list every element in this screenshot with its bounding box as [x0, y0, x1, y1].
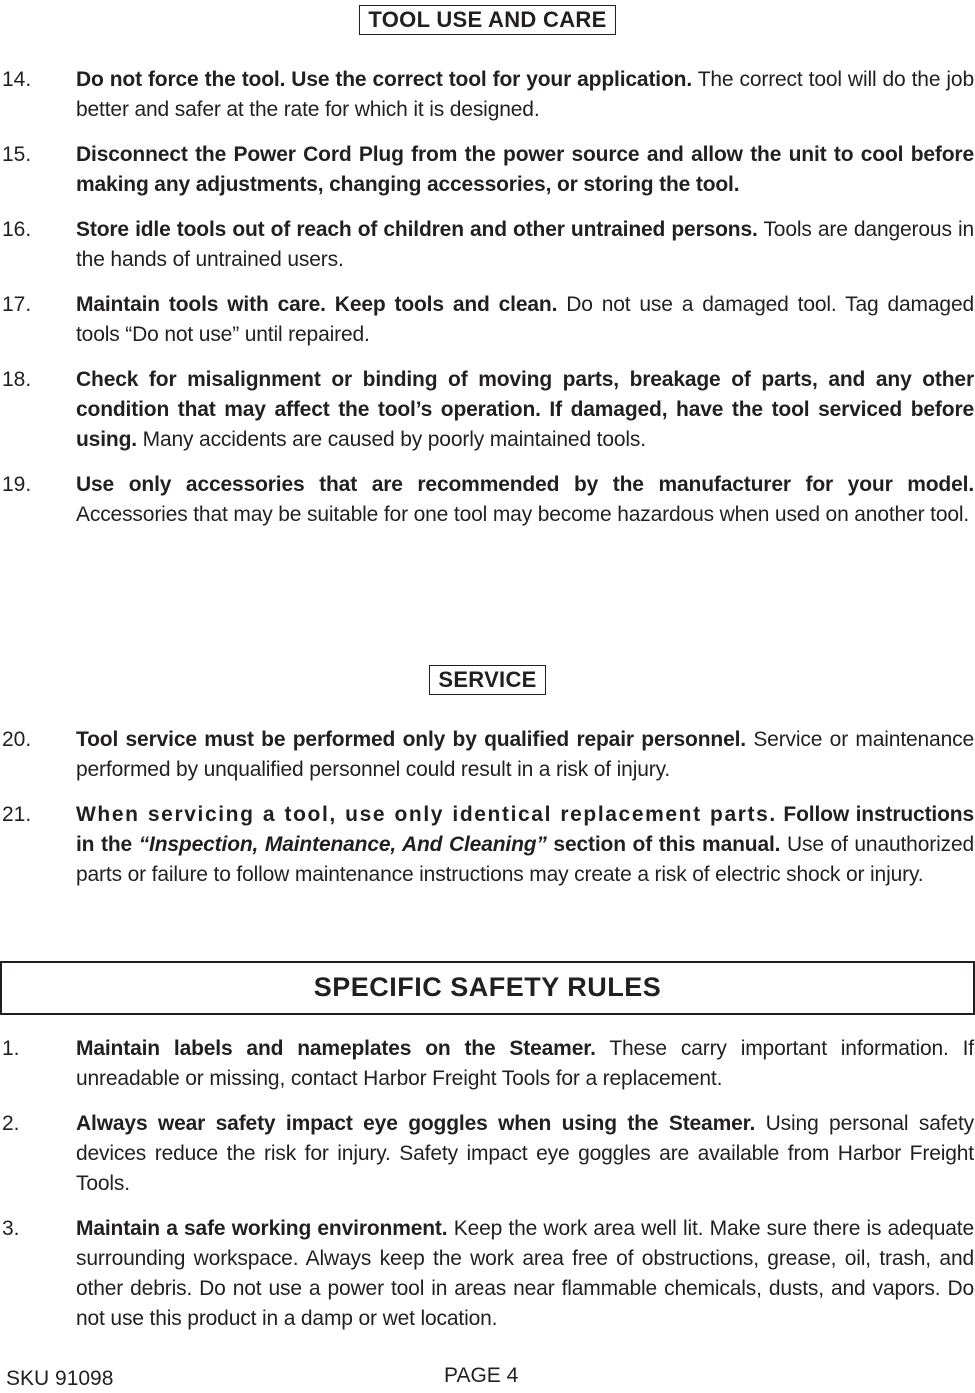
item-text	[76, 470, 974, 530]
item-bold-text: Use only accessories that are recommended by the manufacturer for your model.	[76, 473, 974, 496]
item-text	[76, 1034, 974, 1094]
sku-label: SKU 91098	[6, 1367, 114, 1390]
item-normal-text: Tools are dangerous in the hands of untrained users.	[76, 218, 974, 271]
list-item-s3	[0, 1214, 975, 1334]
item-bold-text: Disconnect the Power Cord Plug from the power source and allow the unit to cool before making any adjustments, changing accessories, or storing the tool.	[76, 143, 974, 196]
specific-safety-rules-title: SPECIFIC SAFETY RULES	[313, 972, 662, 1002]
item-bold-text: Maintain labels and nameplates on the Steamer.	[76, 1037, 596, 1060]
tool-use-and-care-heading	[0, 5, 975, 35]
item-text	[76, 1214, 974, 1334]
item-number: 19.	[2, 473, 32, 496]
service-list	[0, 725, 975, 890]
item-bold-text: Do not force the tool. Use the correct tool for your application.	[76, 68, 693, 91]
list-item-s2	[0, 1109, 975, 1199]
item-number: 21.	[2, 803, 32, 826]
item-text	[76, 365, 974, 455]
page-number: PAGE 4	[444, 1364, 519, 1387]
item-number: 1.	[2, 1037, 20, 1060]
item-text	[76, 1109, 974, 1199]
list-item-21	[0, 800, 975, 890]
item-normal-text: Service or maintenance performed by unqualified personnel could result in a risk of injury.	[76, 728, 974, 781]
item-text	[76, 725, 974, 785]
item-bold-text: Check for misalignment or binding of moving parts, breakage of parts, and any other condition that may affect the tool’s operation. If damaged, have the tool serviced before using.	[76, 368, 974, 451]
item-bold-text: Maintain a safe working environment.	[76, 1217, 448, 1240]
list-item-15	[0, 140, 975, 200]
item-bold-text-cont: Follow instructions in the	[76, 803, 974, 856]
item-normal-text: The correct tool will do the job better and safer at the rate for which it is designed.	[76, 68, 974, 121]
item-number: 17.	[2, 293, 32, 316]
item-text	[76, 215, 974, 275]
item-number: 16.	[2, 218, 32, 241]
item-normal-text: Using personal safety devices reduce the risk for injury. Safety impact eye goggles are available from Harbor Freight Tools.	[76, 1112, 974, 1195]
specific-rules-list	[0, 1034, 975, 1334]
item-bold-text: When servicing a tool, use only identical replacement parts.	[76, 803, 777, 826]
item-bold-text: Always wear safety impact eye goggles when using the Steamer.	[76, 1112, 756, 1135]
item-text	[76, 290, 974, 350]
item-text	[76, 140, 974, 200]
item-number: 15.	[2, 143, 32, 166]
item-normal-text: Accessories that may be suitable for one tool may become hazardous when used on another tool.	[76, 503, 970, 526]
item-normal-text: Keep the work area well lit. Make sure there is adequate surrounding workspace. Always keep the work area free of obstructions, grease, oil, trash, and other debris. Do not use a power tool in areas near flammable chemicals, dusts, and vapors. Do not use this product in a damp or wet location.	[76, 1217, 974, 1330]
tool-use-and-care-title: TOOL USE AND CARE	[359, 5, 615, 35]
item-bold-text-end: section of this manual.	[546, 833, 781, 856]
item-bold-italic-text: “Inspection, Maintenance, And Cleaning”	[138, 833, 547, 856]
item-normal-text: Do not use a damaged tool. Tag damaged tools “Do not use” until repaired.	[76, 293, 974, 346]
list-item-14	[0, 65, 975, 125]
item-number: 2.	[2, 1112, 20, 1135]
list-item-19	[0, 470, 975, 530]
list-item-18	[0, 365, 975, 455]
item-normal-text: Many accidents are caused by poorly maintained tools.	[136, 428, 646, 451]
specific-safety-rules-banner	[0, 961, 975, 1015]
item-bold-text: Tool service must be performed only by qualified repair personnel.	[76, 728, 746, 751]
service-heading	[0, 665, 975, 695]
item-text	[76, 800, 974, 890]
item-bold-text: Maintain tools with care. Keep tools and clean.	[76, 293, 558, 316]
list-item-16	[0, 215, 975, 275]
list-item-17	[0, 290, 975, 350]
service-title: SERVICE	[429, 665, 545, 695]
item-number: 3.	[2, 1217, 20, 1240]
item-text	[76, 65, 974, 125]
item-number: 20.	[2, 728, 32, 751]
tool-use-list	[0, 65, 975, 530]
item-number: 14.	[2, 68, 32, 91]
list-item-s1	[0, 1034, 975, 1094]
list-item-20	[0, 725, 975, 785]
item-normal-text: These carry important information. If unreadable or missing, contact Harbor Freight Tools for a replacement.	[76, 1037, 974, 1090]
item-normal-text: Use of unauthorized parts or failure to follow maintenance instructions may create a risk of electric shock or injury.	[76, 833, 975, 886]
item-bold-text: Store idle tools out of reach of children and other untrained persons.	[76, 218, 758, 241]
item-number: 18.	[2, 368, 32, 391]
